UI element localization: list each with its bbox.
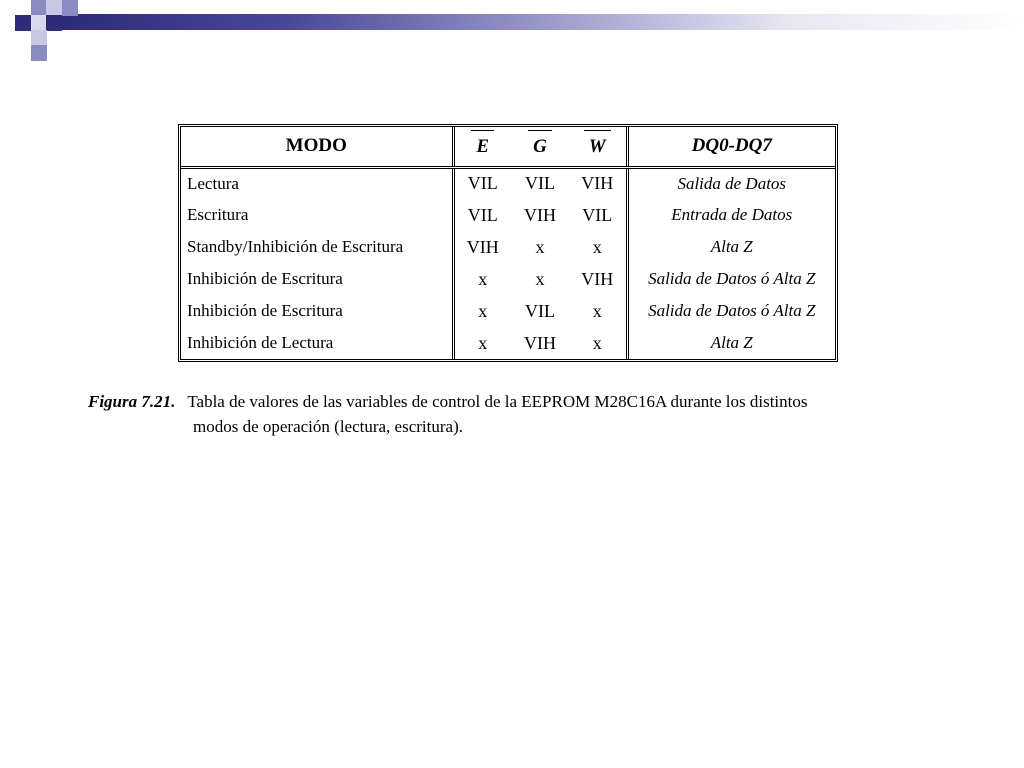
e-cell: x bbox=[453, 295, 511, 327]
decorative-square bbox=[15, 15, 31, 31]
table-row bbox=[181, 295, 835, 327]
mode-cell: Lectura bbox=[187, 173, 239, 193]
dq-cell: Salida de Datos bbox=[627, 167, 835, 199]
g-cell: VIL bbox=[525, 300, 555, 321]
column-header-e-label: E bbox=[476, 136, 490, 158]
e-cell: VIH bbox=[453, 231, 511, 263]
caption-first-line bbox=[88, 389, 958, 414]
g-cell: x bbox=[535, 236, 545, 257]
decorative-square bbox=[31, 30, 47, 46]
column-header-g bbox=[511, 127, 569, 167]
e-cell: VIL bbox=[453, 167, 511, 199]
decorative-square bbox=[46, 0, 62, 16]
w-cell: VIH bbox=[581, 173, 614, 194]
w-cell: x bbox=[592, 332, 602, 353]
column-header-modo: MODO bbox=[181, 127, 453, 167]
mode-cell: Standby/Inhibición de Escritura bbox=[187, 237, 404, 256]
column-header-w-label: W bbox=[588, 136, 606, 158]
table-row bbox=[181, 199, 835, 231]
w-cell: VIH bbox=[581, 268, 614, 289]
decorative-square bbox=[46, 15, 62, 31]
dq-cell: Salida de Datos ó Alta Z bbox=[627, 263, 835, 295]
column-header-e bbox=[453, 127, 511, 167]
dq-cell: Salida de Datos ó Alta Z bbox=[627, 295, 835, 327]
column-header-dq: DQ0-DQ7 bbox=[627, 127, 835, 167]
table-header-row bbox=[181, 127, 835, 167]
table-row bbox=[181, 167, 835, 199]
mode-cell: Escritura bbox=[187, 205, 249, 224]
table-row bbox=[181, 263, 835, 295]
g-cell: VIH bbox=[524, 332, 556, 353]
decorative-square bbox=[31, 15, 47, 31]
control-table bbox=[178, 124, 838, 362]
decorative-square bbox=[62, 0, 78, 16]
caption-text-line2: modos de operación (lectura, escritura). bbox=[193, 417, 463, 436]
column-header-w bbox=[569, 127, 627, 167]
modes-table bbox=[181, 127, 835, 359]
decorative-square bbox=[31, 0, 47, 16]
header-bar bbox=[54, 14, 1024, 30]
e-cell: x bbox=[453, 263, 511, 295]
w-cell: x bbox=[592, 236, 602, 257]
figure-caption bbox=[88, 389, 958, 439]
mode-cell: Inhibición de Escritura bbox=[187, 269, 343, 288]
e-cell: VIL bbox=[453, 199, 511, 231]
g-cell: VIH bbox=[524, 204, 556, 225]
caption-label: Figura 7.21. bbox=[88, 392, 176, 411]
w-cell: VIL bbox=[582, 204, 613, 225]
w-cell: x bbox=[592, 300, 602, 321]
decorative-square bbox=[31, 45, 47, 61]
dq-cell: Alta Z bbox=[627, 327, 835, 359]
g-cell: VIL bbox=[525, 173, 555, 194]
table-row bbox=[181, 231, 835, 263]
dq-cell: Alta Z bbox=[627, 231, 835, 263]
e-cell: x bbox=[453, 327, 511, 359]
g-cell: x bbox=[535, 268, 545, 289]
column-header-g-label: G bbox=[533, 136, 547, 158]
dq-cell: Entrada de Datos bbox=[627, 199, 835, 231]
mode-cell: Inhibición de Lectura bbox=[187, 333, 334, 352]
caption-text-line1: Tabla de valores de las variables de control de la EEPROM M28C16A durante los distintos bbox=[187, 392, 808, 411]
mode-cell: Inhibición de Escritura bbox=[187, 301, 343, 320]
table-row bbox=[181, 327, 835, 359]
